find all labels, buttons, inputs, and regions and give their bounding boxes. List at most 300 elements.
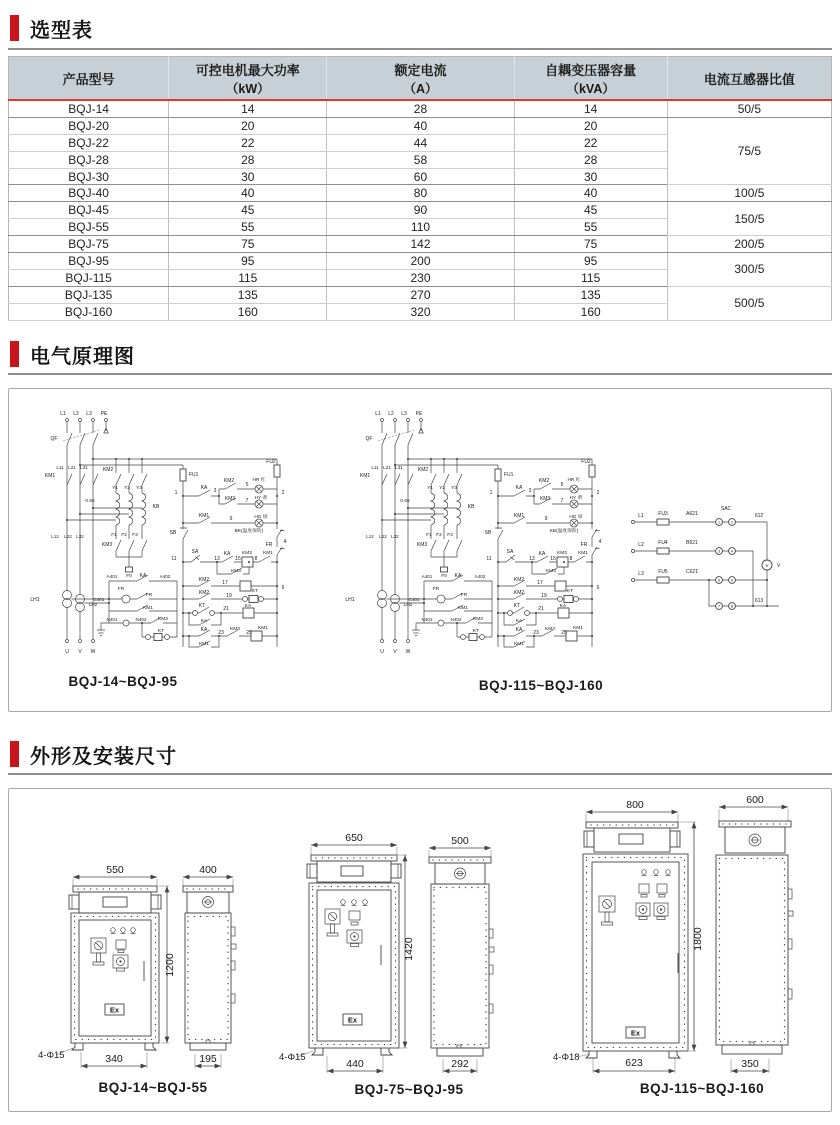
diagram-label: HY 黄 (569, 496, 583, 501)
diagram-label: HG 绿 (254, 515, 268, 520)
diagram-label: HG 绿 (569, 515, 583, 520)
meter-and-button (347, 911, 362, 947)
diagram-label: KM3 (545, 627, 555, 632)
section-title-schematic: 电气原理图 (30, 345, 135, 368)
diagram-label: 8 (254, 556, 258, 562)
diagram-label: FR (580, 542, 588, 548)
diagram-label: SA (191, 549, 199, 555)
diagram-label: 5 (245, 482, 249, 488)
diagram-label: C401 (93, 597, 105, 602)
diagram-label: SB (484, 530, 492, 536)
ratio-cell: 100/5 (667, 185, 831, 202)
table-row (9, 286, 832, 303)
ratio-cell: 200/5 (667, 236, 831, 253)
diagram-label: 550 (106, 864, 124, 876)
diagram-label: 7 (717, 603, 721, 609)
diagram-label: KM1 (258, 626, 268, 631)
diagram-label: L21 (68, 465, 76, 470)
diagram-label: KB (467, 504, 475, 510)
diagram-label: 1420 (403, 937, 415, 961)
diagram-label: 3 (213, 488, 217, 494)
table-cell: BQJ-55 (9, 219, 169, 236)
table-cell: 160 (514, 303, 667, 320)
diagram-label: L3 (401, 411, 407, 417)
diagram-label: KT (251, 589, 259, 594)
diagram-label: KM1 (263, 551, 273, 556)
cabinet-group-2-dims (279, 832, 469, 1070)
diagram-label: KM1 (143, 606, 153, 611)
diagram-label: L1 (60, 411, 66, 417)
dimensions-diagram (9, 789, 831, 1111)
diagram-label: V (393, 649, 397, 655)
section-header-schematic (10, 340, 135, 368)
table-row (9, 202, 832, 219)
diagram-label: 4-Φ15 (38, 1050, 65, 1061)
header-cell: 额定电流 （A） (327, 57, 514, 101)
diagram-label: 2 (281, 490, 285, 496)
diagram-label: KM1 (513, 513, 525, 519)
diagram-label: 17 (537, 580, 543, 586)
schematic-diagram (9, 389, 831, 711)
diagram-label: L3 (86, 411, 92, 417)
diagram-label: Y2 (124, 486, 130, 491)
diagram-label: FU1 (189, 472, 199, 478)
diagram-label: 350 (741, 1058, 759, 1070)
diagram-label: 8 (730, 603, 734, 609)
diagram-label: 17 (222, 580, 228, 586)
ex-mark: Ex (630, 1028, 641, 1038)
table-cell: 20 (514, 117, 667, 134)
table-cell: BQJ-20 (9, 117, 169, 134)
cabinet-group-3 (553, 794, 793, 1096)
diagram-label: V (78, 649, 82, 655)
diagram-label: KA (223, 551, 231, 557)
header-cell: 产品型号 (9, 57, 169, 101)
diagram-label: 6 (730, 577, 734, 583)
diagram-label: FR (460, 593, 468, 598)
diagram-label: Y2 (439, 486, 445, 491)
section-header-dimensions (10, 740, 177, 768)
diagram-label: L1 (375, 411, 381, 417)
section-marker-icon (10, 341, 19, 367)
table-cell: 160 (169, 303, 327, 320)
table-cell: 28 (327, 100, 514, 117)
diagram-label: A621 (686, 511, 698, 517)
diagram-label: 6 (596, 585, 600, 591)
diagram-label: A402 (474, 574, 486, 579)
diagram-label: 13 (214, 556, 220, 562)
diagram-label: F0 (126, 574, 132, 579)
section-title-dimensions: 外形及安装尺寸 (30, 745, 177, 768)
rotary-switch (91, 938, 106, 965)
diagram-label: 600 (746, 794, 764, 806)
diagram-label: 19 (541, 593, 547, 599)
diagram-label: N402 (450, 617, 462, 622)
diagram-label: 23 (533, 630, 539, 636)
diagram-label: A402 (159, 574, 171, 579)
table-cell: BQJ-28 (9, 151, 169, 168)
diagram-label: 4 (598, 539, 602, 545)
diagram-label: 623 (625, 1057, 643, 1069)
diagram-label: KM2 (538, 478, 550, 484)
diagram-label: KT (566, 589, 574, 594)
diagram-label: Y3 (451, 486, 457, 491)
ratio-cell: 500/5 (667, 286, 831, 320)
table-cell: 270 (327, 286, 514, 303)
diagram-label: FU5 (658, 569, 668, 575)
diagram-label: FR (265, 542, 273, 548)
schematic-caption-right: BQJ-115~BQJ-160 (478, 678, 604, 693)
table-cell: 14 (514, 100, 667, 117)
diagram-label: HR 红 (252, 478, 266, 483)
diagram-label: 9 (544, 516, 548, 522)
diagram-label: L11 (371, 465, 379, 470)
table-cell: BQJ-135 (9, 286, 169, 303)
diagram-label: FR (145, 593, 153, 598)
diagram-label: L31 (80, 465, 88, 470)
diagram-label: KM1 (198, 513, 210, 519)
rotary-switch (325, 909, 340, 936)
table-cell: 135 (514, 286, 667, 303)
header-cell: 电流互感器比值 (667, 57, 831, 101)
table-cell: 55 (169, 219, 327, 236)
diagram-label: KA (538, 551, 546, 557)
diagram-label: L22 (64, 534, 72, 539)
table-cell: 200 (327, 253, 514, 270)
ratio-cell: 300/5 (667, 253, 831, 287)
diagram-label: 11 (171, 556, 177, 562)
ex-mark: Ex (109, 1005, 120, 1015)
diagram-label: L11 (56, 465, 64, 470)
diagram-label: V (777, 563, 781, 569)
diagram-label: 25 (246, 630, 252, 636)
rotary-switch (599, 896, 615, 925)
diagram-label: LH2 (403, 602, 413, 607)
table-cell: 95 (169, 253, 327, 270)
diagram-label: KA (454, 573, 462, 579)
diagram-label: 292 (451, 1058, 469, 1070)
diagram-label: 2 (596, 490, 600, 496)
diagram-label: F1 (426, 533, 432, 538)
table-cell: BQJ-95 (9, 253, 169, 270)
diagram-label: KM3 (158, 617, 168, 622)
diagram-label: 1800 (692, 927, 704, 951)
cabinet-group-1-caption: BQJ-14~BQJ-55 (98, 1080, 208, 1095)
diagram-label: L12 (51, 534, 59, 539)
diagram-label: F3 (132, 533, 138, 538)
diagram-label: F2 (121, 533, 127, 538)
diagram-label: 21 (223, 606, 229, 612)
diagram-label: 3 (528, 488, 532, 494)
table-cell: 115 (169, 269, 327, 286)
table-cell: BQJ-30 (9, 168, 169, 185)
diagram-label: 15 (550, 556, 556, 562)
diagram-label: 5 (560, 482, 564, 488)
diagram-label: 6 (281, 585, 285, 591)
table-cell: 30 (514, 168, 667, 185)
diagram-label: 4-Φ18 (553, 1052, 580, 1063)
diagram-label: KA (559, 604, 567, 609)
table-cell: 75 (169, 236, 327, 253)
diagram-label: 440 (346, 1058, 364, 1070)
ex-mark: Ex (347, 1015, 358, 1025)
diagram-label: FU2 (266, 459, 276, 465)
table-cell: 14 (169, 100, 327, 117)
diagram-label: F2 (436, 533, 442, 538)
diagram-label: 23 (218, 630, 224, 636)
indicator-lights (341, 900, 368, 906)
buttons (639, 884, 667, 897)
diagram-label: KT (198, 603, 206, 609)
diagram-label: 9 (229, 516, 233, 522)
diagram-label: L3 (638, 571, 644, 577)
diagram-label: 1200 (164, 953, 176, 977)
diagram-label: KM2 (223, 478, 235, 484)
diagram-label: KT (472, 629, 480, 634)
diagram-label: 1 (489, 490, 493, 496)
diagram-label: F3 (447, 533, 453, 538)
diagram-label: KM3 (231, 569, 241, 574)
table-cell: 22 (514, 134, 667, 151)
diagram-label: HR 红 (567, 478, 581, 483)
table-cell: 28 (514, 151, 667, 168)
diagram-label: KM2 (513, 577, 525, 583)
indicator-lights (111, 928, 136, 934)
table-cell: 95 (514, 253, 667, 270)
cabinet-group-3-dims (553, 794, 764, 1070)
table-row (9, 185, 832, 202)
section-divider (8, 773, 832, 775)
diagram-label: QF (365, 436, 373, 442)
diagram-label: 0.65 (85, 499, 95, 504)
diagram-label: KM3 (230, 627, 240, 632)
table-cell: 45 (169, 202, 327, 219)
diagram-label: KT (157, 629, 165, 634)
diagram-label: KM3 (539, 496, 551, 502)
table-cell: 90 (327, 202, 514, 219)
table-cell: 115 (514, 269, 667, 286)
diagram-label: KM2 (417, 467, 429, 473)
diagram-label: KA (515, 485, 523, 491)
section-header-selection (10, 14, 93, 42)
diagram-label: F0 (441, 574, 447, 579)
diagram-label: 612 (754, 513, 764, 519)
diagram-label: 5 (717, 577, 721, 583)
door-hinges (788, 889, 793, 999)
diagram-label: FU4 (658, 540, 668, 546)
diagram-label: 19 (226, 593, 232, 599)
diagram-label: N401 (106, 617, 118, 622)
diagram-label: 25 (561, 630, 567, 636)
ratio-cell: 150/5 (667, 202, 831, 236)
diagram-label: KA (139, 573, 147, 579)
diagram-label: FR (117, 587, 125, 592)
diagram-label: 4-Φ15 (279, 1052, 306, 1063)
diagram-label: KM2 (198, 577, 210, 583)
diagram-label: KM2 (198, 590, 210, 596)
selection-table-body (9, 100, 832, 320)
diagram-label: SB (169, 530, 177, 536)
table-cell: 28 (169, 151, 327, 168)
table-cell: 58 (327, 151, 514, 168)
diagram-label: FU2 (581, 459, 591, 465)
table-cell: 75 (514, 236, 667, 253)
table-cell: 40 (169, 185, 327, 202)
diagram-label: SAC (720, 506, 732, 512)
cabinet-group-2-caption: BQJ-75~BQJ-95 (354, 1082, 464, 1097)
diagram-label: W (90, 649, 96, 655)
diagram-label: PE (415, 411, 423, 417)
section-marker-icon (10, 15, 19, 41)
cabinet-group-1-dims (38, 864, 217, 1065)
diagram-label: L22 (379, 534, 387, 539)
table-cell: BQJ-14 (9, 100, 169, 117)
cabinet-group-1 (38, 864, 236, 1095)
diagram-label: KM3 (557, 551, 567, 556)
diagram-label: L32 (76, 534, 84, 539)
diagram-label: 3 (717, 548, 721, 554)
table-cell: 80 (327, 185, 514, 202)
diagram-label: 500 (451, 835, 469, 847)
door-hinges (231, 927, 236, 1003)
diagram-label: KM1 (359, 473, 371, 479)
diagram-label: Y1 (112, 486, 118, 491)
ratio-cell: 75/5 (667, 117, 831, 185)
diagram-label: 613 (754, 598, 764, 604)
table-cell: 20 (169, 117, 327, 134)
table-row (9, 117, 832, 134)
diagram-label: KT (513, 603, 521, 609)
diagram-label: L32 (391, 534, 399, 539)
diagram-label: KM1 (458, 606, 468, 611)
diagram-label: L21 (383, 465, 391, 470)
schematic-panel (8, 388, 832, 712)
dimensions-panel (8, 788, 832, 1112)
table-cell: 142 (327, 236, 514, 253)
table-cell: 44 (327, 134, 514, 151)
table-cell: 135 (169, 286, 327, 303)
diagram-label: L2 (388, 411, 394, 417)
diagram-label: 2 (730, 519, 734, 525)
diagram-label: 15 (235, 556, 241, 562)
diagram-label: KB (152, 504, 160, 510)
diagram-label: FR (432, 587, 440, 592)
table-cell: 30 (169, 168, 327, 185)
meters (636, 903, 668, 920)
diagram-label: KM1 (199, 642, 209, 647)
diagram-label: KM1 (514, 642, 524, 647)
diagram-label: 195 (199, 1053, 217, 1065)
diagram-label: KA (200, 485, 208, 491)
diagram-label: C401 (408, 597, 420, 602)
diagram-label: KM1 (578, 551, 588, 556)
thermal-fuse-label-right: KB(温度保险) (549, 529, 579, 534)
table-row (9, 253, 832, 270)
selection-table (8, 56, 832, 321)
diagram-label: Y3 (136, 486, 142, 491)
diagram-label: L2 (638, 542, 644, 548)
table-cell: 110 (327, 219, 514, 236)
diagram-label: KM2 (513, 590, 525, 596)
diagram-label: 0.65 (400, 499, 410, 504)
indicator-lights (642, 870, 671, 876)
diagram-label: QF (50, 436, 58, 442)
diagram-label: L12 (366, 534, 374, 539)
diagram-label: 400 (199, 864, 217, 876)
table-cell: 230 (327, 269, 514, 286)
diagram-label: LH2 (88, 602, 98, 607)
diagram-label: KM3 (224, 496, 236, 502)
table-cell: BQJ-45 (9, 202, 169, 219)
diagram-label: 4 (730, 548, 734, 554)
diagram-label: N401 (421, 617, 433, 622)
diagram-label: 650 (345, 832, 363, 844)
section-title-selection: 选型表 (30, 19, 93, 42)
diagram-label: SA (506, 549, 514, 555)
diagram-label: 8 (569, 556, 573, 562)
diagram-label: Y1 (427, 486, 433, 491)
diagram-label: 13 (529, 556, 535, 562)
diagram-label: FU1 (504, 472, 514, 478)
table-cell: BQJ-22 (9, 134, 169, 151)
diagram-label: KM3 (416, 542, 428, 548)
diagram-label: KM2 (102, 467, 114, 473)
diagram-label: KA (244, 604, 252, 609)
diagram-label: U (380, 649, 384, 655)
header-cell: 自耦变压器容量 （kVA） (514, 57, 667, 101)
diagram-label: V (765, 563, 769, 568)
diagram-label: 1 (174, 490, 178, 496)
metering-circuit (631, 519, 779, 610)
table-row (9, 100, 832, 117)
diagram-label: KA (200, 619, 208, 624)
table-cell: BQJ-75 (9, 236, 169, 253)
diagram-label: KM3 (101, 542, 113, 548)
header-cell: 可控电机最大功率 （kW） (169, 57, 327, 101)
table-cell: BQJ-40 (9, 185, 169, 202)
diagram-label: PE (100, 411, 108, 417)
diagram-label: F1 (111, 533, 117, 538)
diagram-label: L1 (638, 513, 644, 519)
diagram-label: N402 (135, 617, 147, 622)
table-cell: 45 (514, 202, 667, 219)
diagram-label: FU3 (658, 511, 668, 517)
schematic-caption-left: BQJ-14~BQJ-95 (68, 674, 178, 689)
cabinet-group-3-caption: BQJ-115~BQJ-160 (639, 1081, 765, 1096)
diagram-label: 21 (538, 606, 544, 612)
meter-and-button (113, 940, 128, 971)
diagram-label: 800 (626, 799, 644, 811)
table-cell: 55 (514, 219, 667, 236)
section-marker-icon (10, 741, 19, 767)
diagram-label: LH1 (345, 597, 355, 603)
cabinet-group-2 (279, 832, 494, 1097)
table-cell: 60 (327, 168, 514, 185)
table-cell: 320 (327, 303, 514, 320)
table-cell: BQJ-160 (9, 303, 169, 320)
diagram-label: 4 (283, 539, 287, 545)
diagram-label: KA (200, 627, 208, 633)
diagram-label: 7 (245, 498, 249, 504)
diagram-label: 340 (105, 1053, 123, 1065)
diagram-label: 7 (560, 498, 564, 504)
table-cell: 22 (169, 134, 327, 151)
diagram-label: KA (515, 619, 523, 624)
diagram-label: 11 (486, 556, 492, 562)
diagram-label: A401 (421, 574, 433, 579)
diagram-label: 1 (717, 519, 721, 525)
ratio-cell: 50/5 (667, 100, 831, 117)
